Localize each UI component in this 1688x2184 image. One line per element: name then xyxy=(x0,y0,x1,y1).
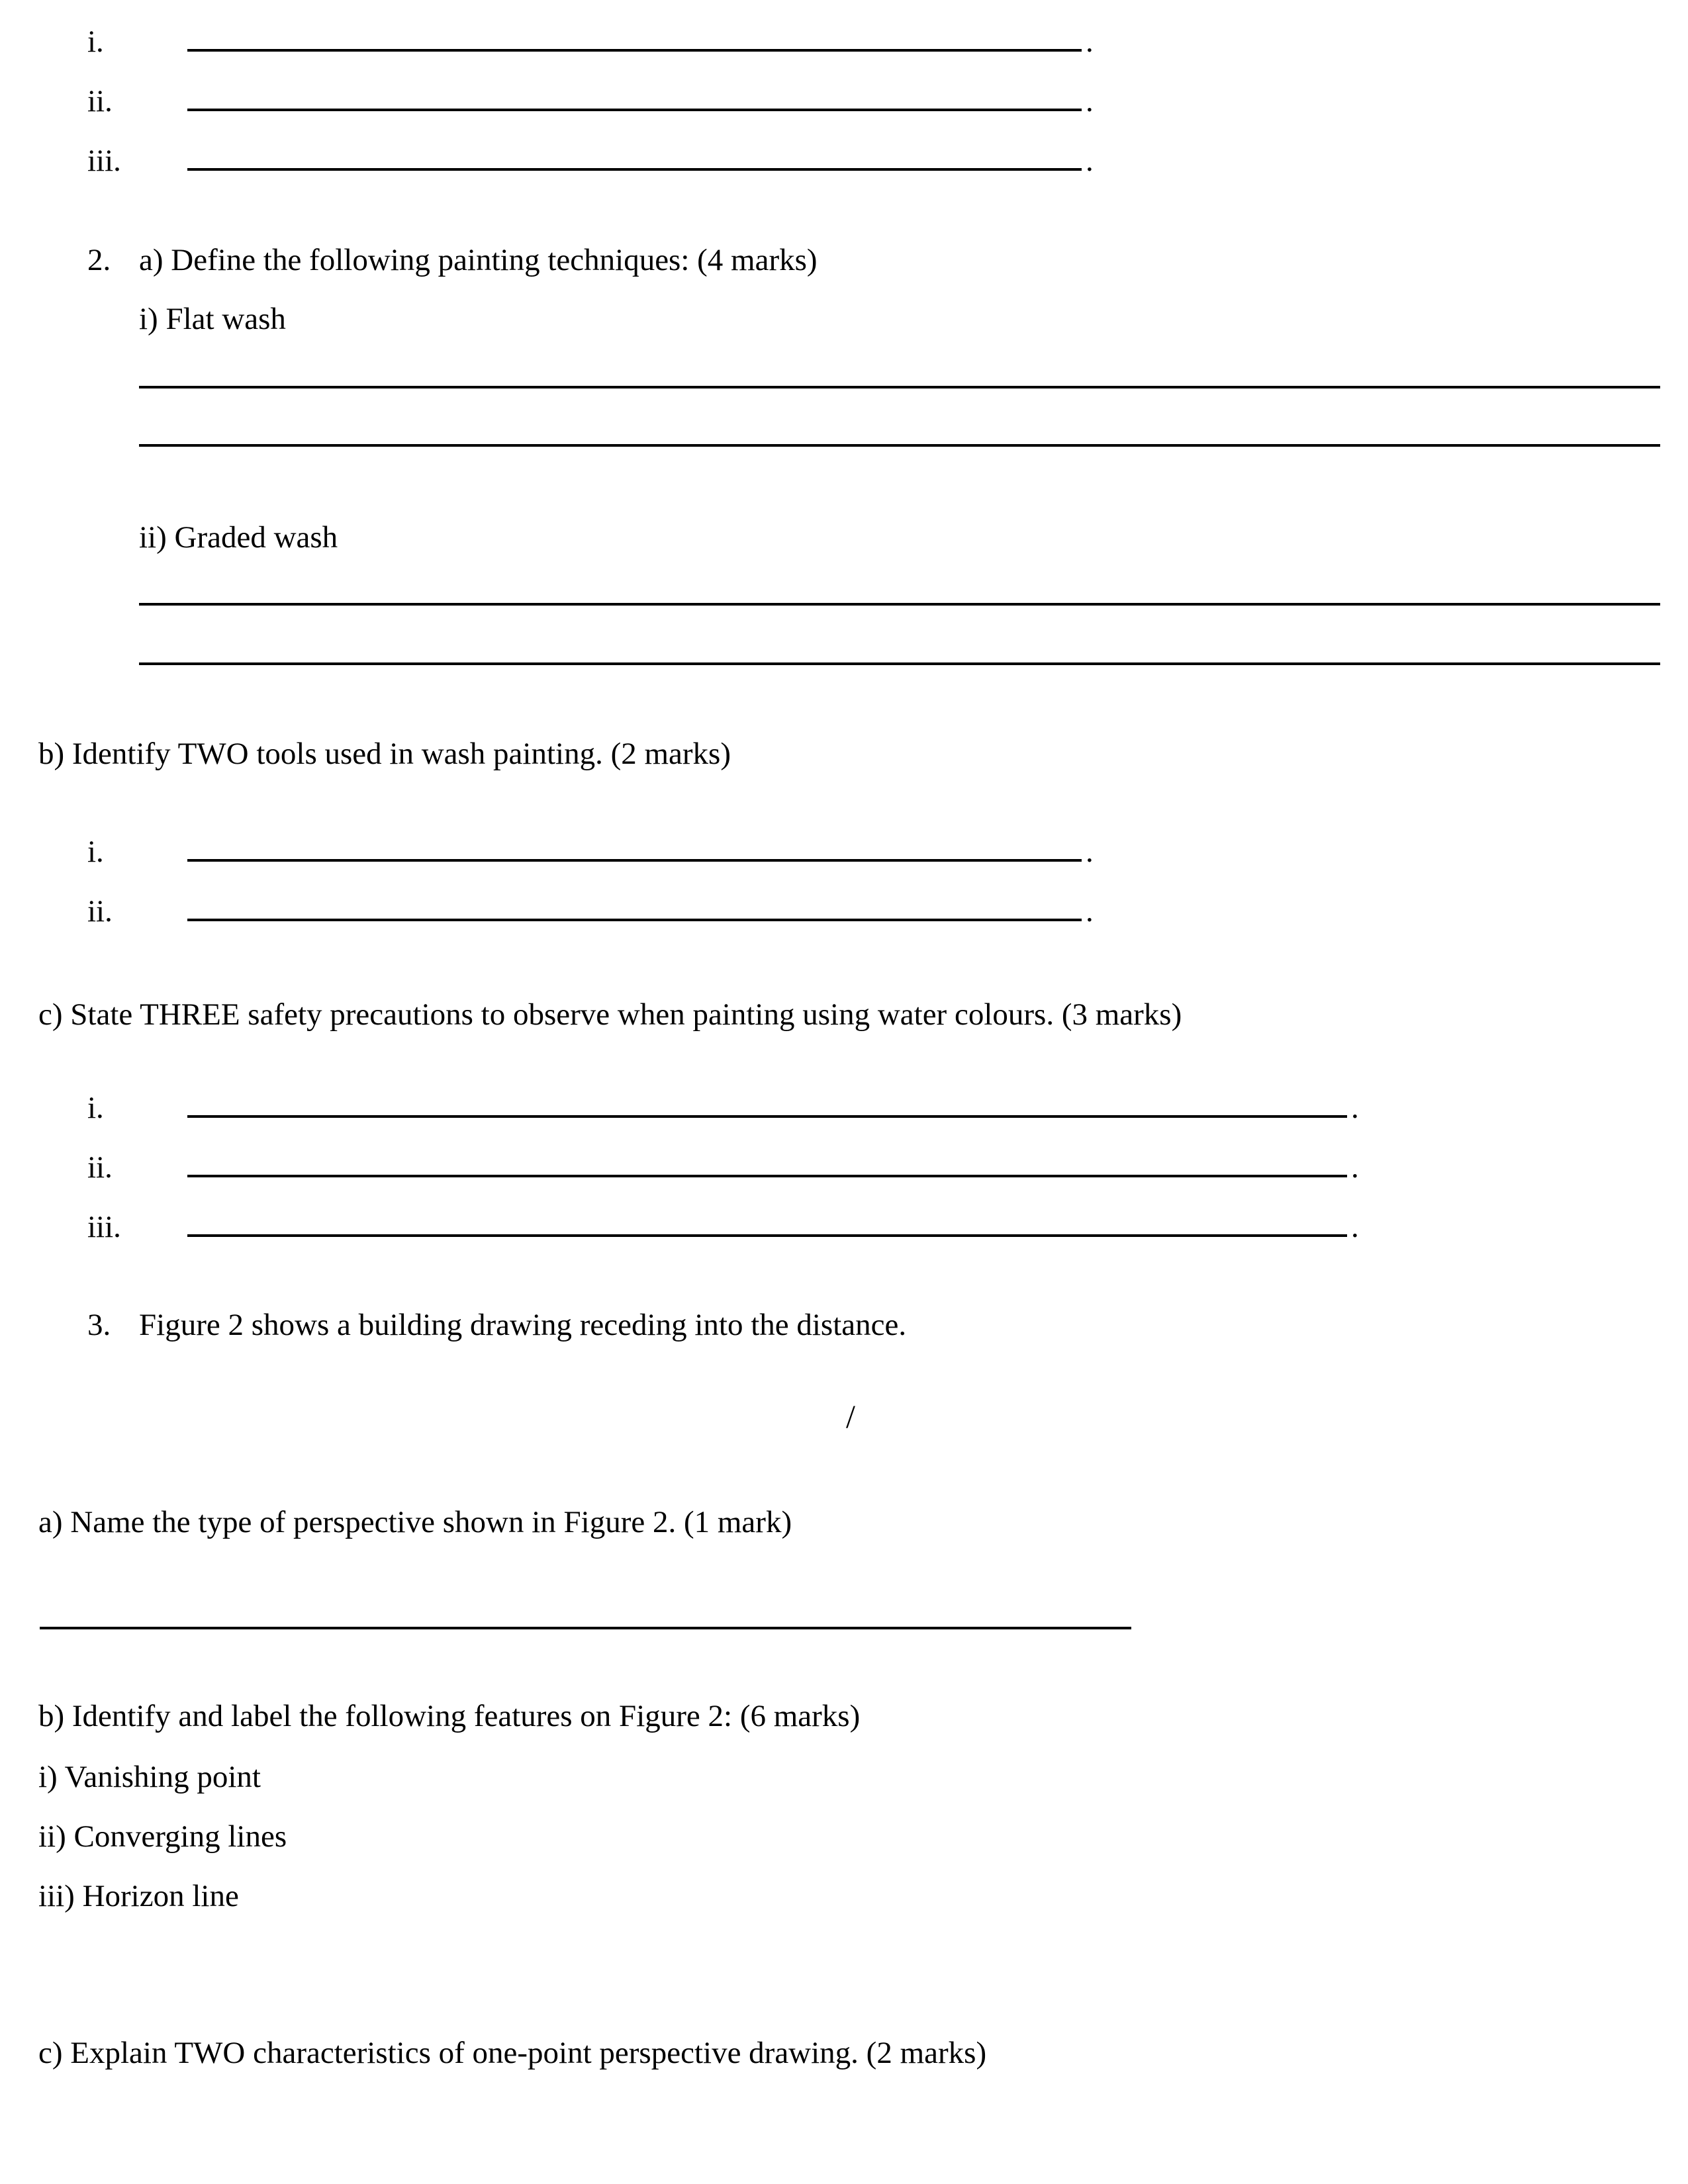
question3a-text: a) Name the type of perspective shown in Figure 2. (1 mark) xyxy=(38,1505,792,1539)
intro-item-label: i. xyxy=(87,24,104,59)
answer-blank-line xyxy=(187,1234,1347,1237)
question3-intro-text: Figure 2 shows a building drawing receding into the distance. xyxy=(139,1308,907,1342)
q3b-feature-horizon-line: iii) Horizon line xyxy=(38,1879,239,1913)
question3c-text: c) Explain TWO characteristics of one-point perspective drawing. (2 marks) xyxy=(38,2036,987,2070)
answer-blank-line xyxy=(187,859,1082,862)
question2a-sub-i-label: i) Flat wash xyxy=(139,302,286,336)
answer-blank-line xyxy=(187,919,1082,921)
answer-blank-line xyxy=(187,109,1082,111)
q2b-item-label: i. xyxy=(87,835,104,869)
question2a-sub-ii-label: ii) Graded wash xyxy=(139,520,338,555)
question2-number: 2. xyxy=(87,243,111,277)
question2a-text: a) Define the following painting techniques: (4 marks) xyxy=(139,243,818,277)
q3b-feature-vanishing-point: i) Vanishing point xyxy=(38,1760,261,1794)
q2c-item-label: iii. xyxy=(87,1210,121,1244)
question2c-text: c) State THREE safety precautions to observe when painting using water colours. (3 marks) xyxy=(38,997,1182,1032)
answer-blank-line xyxy=(139,444,1660,447)
question2b-text: b) Identify TWO tools used in wash painting. (2 marks) xyxy=(38,737,731,771)
figure2-placeholder-mark: / xyxy=(846,1398,855,1435)
line-terminator: . xyxy=(1351,1091,1359,1125)
line-terminator: . xyxy=(1086,894,1094,929)
question3-number: 3. xyxy=(87,1308,111,1342)
q2c-item-label: i. xyxy=(87,1091,104,1125)
intro-item-label: iii. xyxy=(87,144,121,178)
question3b-text: b) Identify and label the following features on Figure 2: (6 marks) xyxy=(38,1699,861,1733)
q2c-item-label: ii. xyxy=(87,1150,113,1185)
answer-blank-line xyxy=(187,168,1082,171)
line-terminator: . xyxy=(1351,1150,1359,1185)
answer-blank-line xyxy=(187,49,1082,52)
intro-item-label: ii. xyxy=(87,84,113,118)
answer-blank-line xyxy=(139,386,1660,388)
line-terminator: . xyxy=(1351,1210,1359,1244)
line-terminator: . xyxy=(1086,144,1094,178)
line-terminator: . xyxy=(1086,84,1094,118)
q3b-feature-converging-lines: ii) Converging lines xyxy=(38,1819,287,1854)
answer-blank-line xyxy=(40,1627,1131,1629)
line-terminator: . xyxy=(1086,24,1094,59)
answer-blank-line xyxy=(187,1115,1347,1118)
answer-blank-line xyxy=(139,603,1660,606)
q2b-item-label: ii. xyxy=(87,894,113,929)
line-terminator: . xyxy=(1086,835,1094,869)
answer-blank-line xyxy=(139,662,1660,665)
answer-blank-line xyxy=(187,1175,1347,1177)
